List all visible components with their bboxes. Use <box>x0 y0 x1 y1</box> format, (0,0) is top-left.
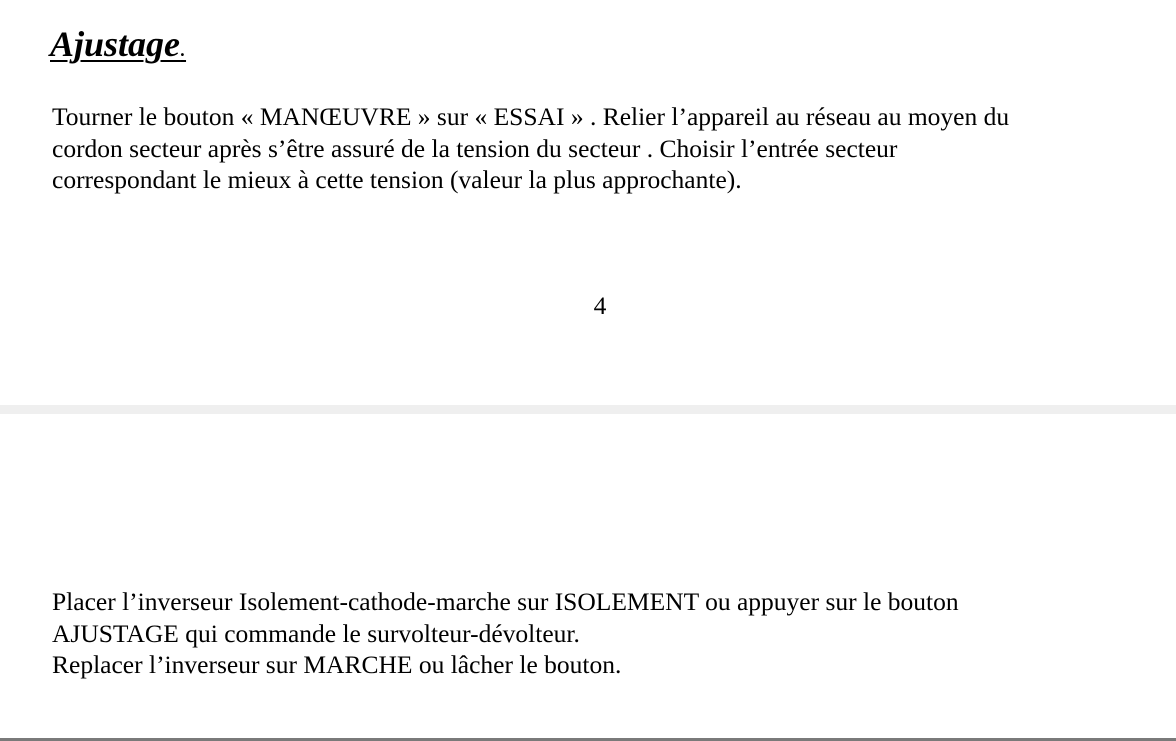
page-separator <box>0 405 1176 414</box>
paragraph-line: Replacer l’inverseur sur MARCHE ou lâcher le bouton. <box>52 650 622 679</box>
section-heading <box>50 22 186 71</box>
paragraph-line: cordon secteur après s’être assuré de la tension du secteur . Choisir l’entrée secteur <box>52 133 898 163</box>
paragraph-line: AJUSTAGE qui commande le survolteur-dévolteur. <box>52 618 580 648</box>
paragraph-line: Placer l’inverseur Isolement-cathode-marche sur ISOLEMENT ou appuyer sur le bouton <box>52 587 959 616</box>
section-title: Ajustage <box>50 24 181 64</box>
document-page-lower <box>0 414 1176 738</box>
paragraph-line: correspondant le mieux à cette tension (valeur la plus approchante). <box>52 165 742 194</box>
page-number: 4 <box>593 291 607 320</box>
section-title-punctuation: . <box>180 36 187 62</box>
paragraph-line: Tourner le bouton « MANŒUVRE » sur « ESSAI » . Relier l’appareil au réseau au moyen du <box>52 102 1010 131</box>
instruction-paragraph <box>52 101 1009 196</box>
instruction-paragraph <box>52 586 959 681</box>
